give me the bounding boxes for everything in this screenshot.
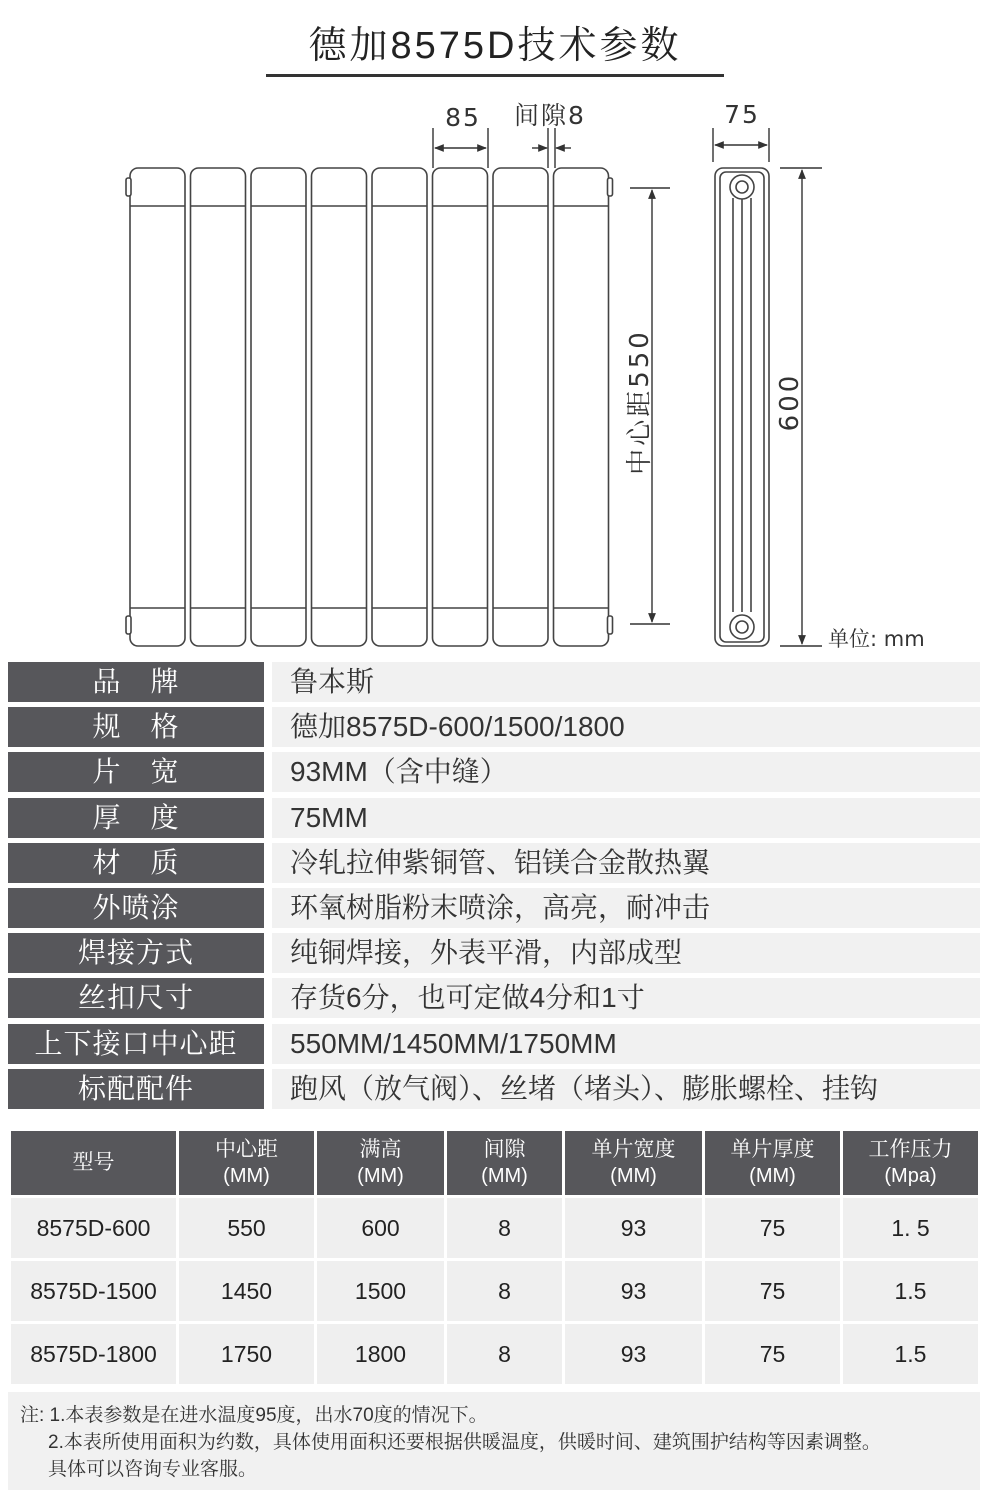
radiator-column <box>312 168 367 646</box>
column-header-title: 工作压力 <box>868 1138 953 1161</box>
radiator-side-view <box>715 168 769 646</box>
spec-value: 跑风（放气阀）、丝堵（堵头）、膨胀螺栓、挂钩 <box>272 1069 980 1109</box>
radiator-column <box>130 168 185 646</box>
table-cell: 8 <box>446 1260 564 1323</box>
table-cell: 8 <box>446 1197 564 1260</box>
spec-value: 存货6分，也可定做4分和1寸 <box>272 978 980 1018</box>
table-cell: 93 <box>564 1323 704 1386</box>
table-cell: 1. 5 <box>842 1197 980 1260</box>
table-cell: 93 <box>564 1260 704 1323</box>
column-header-title: 单片宽度 <box>591 1138 676 1161</box>
spec-row <box>8 707 980 747</box>
column-header-unit: (MM) <box>610 1165 657 1187</box>
column-header-unit: (Mpa) <box>884 1165 937 1187</box>
pipe-boss <box>126 616 131 634</box>
spec-row <box>8 978 980 1018</box>
note-2: 2.本表所使用面积为约数，具体使用面积还要根据供暖温度，供暖时间、建筑围护结构等因素调整。 <box>48 1432 881 1453</box>
radiator-column <box>433 168 488 646</box>
table-row <box>10 1323 980 1386</box>
spec-label: 标配配件 <box>8 1069 264 1109</box>
title-underline <box>266 74 724 77</box>
thickness-dimension <box>713 100 769 162</box>
table-cell: 8575D-600 <box>10 1197 178 1260</box>
column-header-title: 满高 <box>359 1138 402 1161</box>
spec-row <box>8 752 980 792</box>
column-header-title: 中心距 <box>215 1138 278 1161</box>
column-header <box>178 1130 316 1197</box>
table-cell: 75 <box>704 1260 842 1323</box>
height-dimension <box>775 168 822 646</box>
column-header <box>446 1130 564 1197</box>
column-header-unit: (MM) <box>481 1165 528 1187</box>
radiator-column <box>372 168 427 646</box>
radiator-column <box>251 168 306 646</box>
radiator-diagram <box>0 90 990 660</box>
spec-value: 环氧树脂粉末喷涂，高亮，耐冲击 <box>272 888 980 928</box>
column-header <box>842 1130 980 1197</box>
table-cell: 1800 <box>316 1323 446 1386</box>
note-1: 注: 1.本表参数是在进水温度95度，出水70度的情况下。 <box>20 1405 488 1426</box>
column-header-title: 型号 <box>72 1151 115 1174</box>
column-header-title: 单片厚度 <box>730 1138 815 1161</box>
thickness-label: 75 <box>724 100 760 129</box>
center-distance-dimension <box>625 188 670 624</box>
spec-row <box>8 843 980 883</box>
spec-value: 550MM/1450MM/1750MM <box>272 1024 980 1064</box>
spec-label: 厚 度 <box>8 798 264 838</box>
page-title: 德加8575D技术参数 <box>308 25 682 67</box>
table-cell: 75 <box>704 1323 842 1386</box>
table-cell: 1450 <box>178 1260 316 1323</box>
table-cell: 600 <box>316 1197 446 1260</box>
column-header <box>704 1130 842 1197</box>
table-cell: 93 <box>564 1197 704 1260</box>
spec-label: 品 牌 <box>8 662 264 702</box>
column-header-unit: (MM) <box>749 1165 796 1187</box>
spec-value: 鲁本斯 <box>272 662 980 702</box>
table-cell: 1500 <box>316 1260 446 1323</box>
table-cell: 1750 <box>178 1323 316 1386</box>
table-cell: 8575D-1500 <box>10 1260 178 1323</box>
spec-row <box>8 888 980 928</box>
gap-dimension <box>514 101 586 168</box>
column-header <box>316 1130 446 1197</box>
column-header-unit: (MM) <box>357 1165 404 1187</box>
column-header-title: 间隙 <box>483 1138 526 1161</box>
pipe-boss <box>608 178 613 196</box>
radiator-column <box>554 168 609 646</box>
spec-label: 片 宽 <box>8 752 264 792</box>
table-cell: 1.5 <box>842 1260 980 1323</box>
model-table <box>8 1128 981 1387</box>
spec-value: 75MM <box>272 798 980 838</box>
column-header-unit: (MM) <box>223 1165 270 1187</box>
table-cell: 550 <box>178 1197 316 1260</box>
center-distance-label: 中心距550 <box>625 329 655 475</box>
pipe-boss <box>126 178 131 196</box>
radiator-front-view <box>126 168 613 646</box>
spec-label: 丝扣尺寸 <box>8 978 264 1018</box>
radiator-column <box>493 168 548 646</box>
spec-row <box>8 933 980 973</box>
spec-value: 93MM（含中缝） <box>272 752 980 792</box>
table-cell: 75 <box>704 1197 842 1260</box>
table-header-row <box>10 1130 980 1197</box>
spec-row <box>8 1024 980 1064</box>
column-header <box>10 1130 178 1197</box>
spec-value: 冷轧拉伸紫铜管、铝镁合金散热翼 <box>272 843 980 883</box>
spec-row <box>8 662 980 702</box>
column-header <box>564 1130 704 1197</box>
radiator-column <box>191 168 246 646</box>
gap-label: 间隙8 <box>514 101 586 130</box>
spec-row <box>8 1069 980 1109</box>
height-label: 600 <box>775 372 805 432</box>
table-cell: 1.5 <box>842 1323 980 1386</box>
table-cell: 8 <box>446 1323 564 1386</box>
unit-label: 单位: mm <box>828 627 925 651</box>
notes <box>8 1392 980 1490</box>
spec-label: 规 格 <box>8 707 264 747</box>
note-3: 具体可以咨询专业客服。 <box>48 1459 258 1480</box>
spec-label: 上下接口中心距 <box>8 1024 264 1064</box>
table-row <box>10 1197 980 1260</box>
spec-label: 材 质 <box>8 843 264 883</box>
spec-label: 焊接方式 <box>8 933 264 973</box>
width-label: 85 <box>445 103 481 132</box>
spec-row <box>8 798 980 838</box>
spec-value: 德加8575D-600/1500/1800 <box>272 707 980 747</box>
width-dimension <box>433 103 488 168</box>
spec-label: 外喷涂 <box>8 888 264 928</box>
spec-value: 纯铜焊接，外表平滑，内部成型 <box>272 933 980 973</box>
table-cell: 8575D-1800 <box>10 1323 178 1386</box>
pipe-boss <box>608 616 613 634</box>
table-row <box>10 1260 980 1323</box>
